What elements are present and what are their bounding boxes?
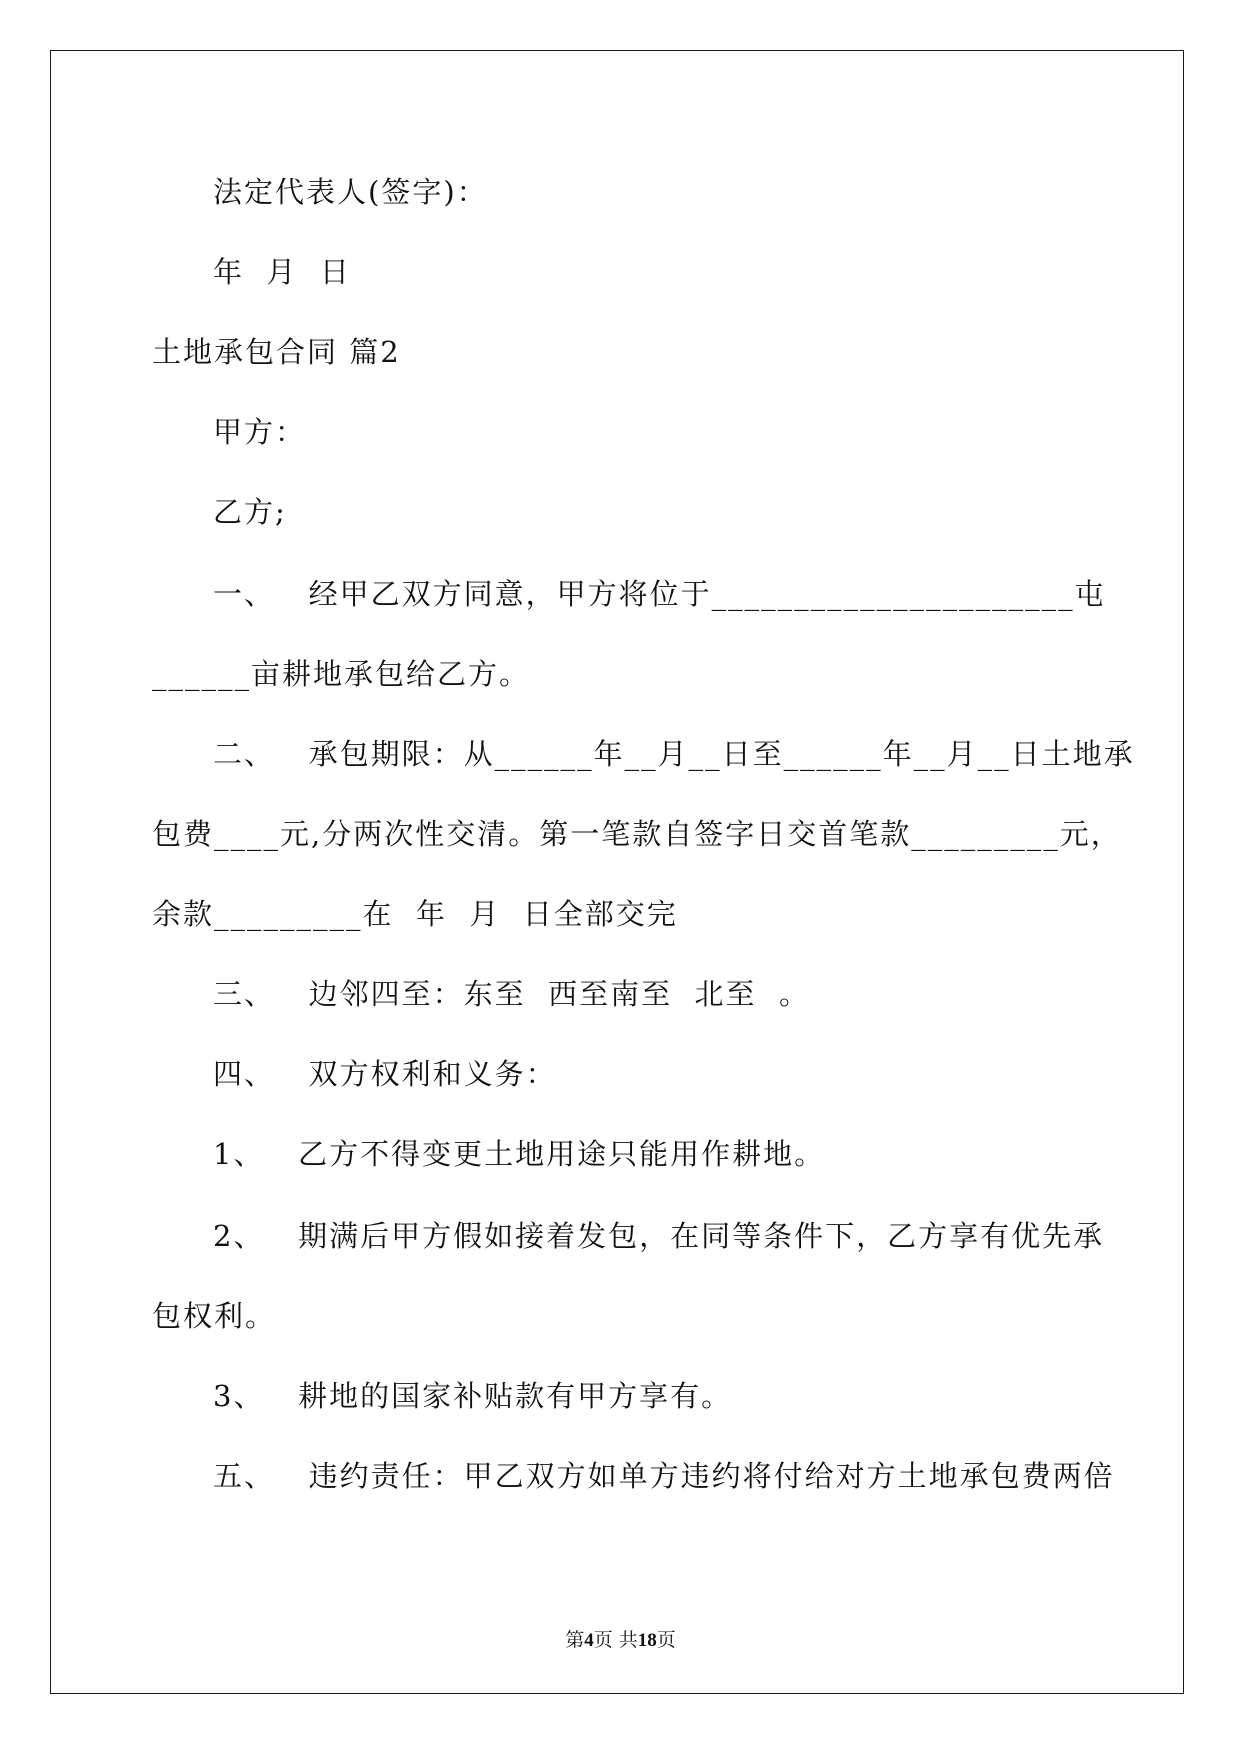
section-heading: 土地承包合同 篇2 (152, 335, 401, 369)
clause-2-line-1: 二、 承包期限：从______年__月__日至______年__月__日土地承 (213, 737, 1135, 771)
current-page-number: 4 (584, 1630, 594, 1651)
date-line: 年 月 日 (213, 255, 351, 289)
page-suffix: 页 (656, 1629, 676, 1651)
clause-4-item-2-line-1: 2、 期满后甲方假如接着发包，在同等条件下，乙方享有优先承 (213, 1219, 1105, 1253)
party-b-line: 乙方; (213, 495, 287, 529)
clause-4-item-1: 1、 乙方不得变更土地用途只能用作耕地。 (213, 1137, 826, 1171)
clause-5-line-1: 五、 违约责任：甲乙双方如单方违约将付给对方土地承包费两倍 (213, 1459, 1115, 1493)
party-a-line: 甲方： (213, 415, 307, 449)
clause-4-item-3: 3、 耕地的国家补贴款有甲方享有。 (213, 1379, 733, 1413)
clause-1-line-1: 一、 经甲乙双方同意，甲方将位于______________________屯 (213, 577, 1106, 611)
page-prefix: 第 (565, 1629, 585, 1651)
clause-4-heading: 四、 双方权利和义务： (213, 1057, 557, 1091)
signature-line: 法定代表人(签字)： (213, 175, 488, 209)
clause-3-line: 三、 边邻四至：东至 西至南至 北至 。 (213, 977, 810, 1011)
clause-4-item-2-line-2: 包权利。 (152, 1299, 277, 1333)
page-mid: 页 共 (593, 1629, 638, 1651)
clause-1-line-2: ______亩耕地承包给乙方。 (152, 657, 531, 691)
total-pages-number: 18 (637, 1630, 657, 1651)
clause-2-line-2: 包费____元,分两次性交清。第一笔款自签字日交首笔款_________元， (152, 817, 1122, 851)
page-footer (0, 1625, 1241, 1652)
page-border (50, 50, 1184, 1694)
clause-2-line-3: 余款_________在 年 月 日全部交完 (152, 897, 678, 931)
